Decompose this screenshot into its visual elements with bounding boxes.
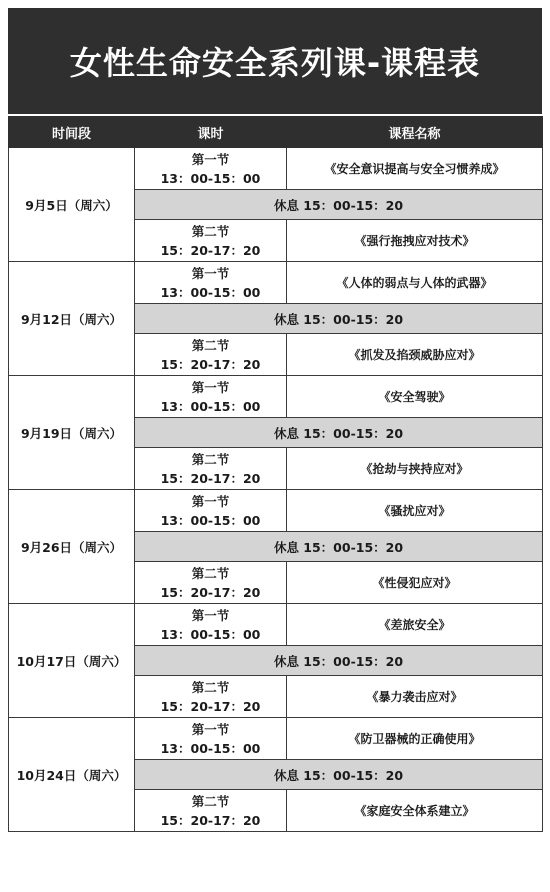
session-name: 第一节	[191, 721, 230, 737]
session-time: 13：00-15：00	[160, 740, 261, 756]
session-cell	[135, 220, 287, 262]
session-name: 第一节	[191, 493, 230, 509]
session-cell	[135, 790, 287, 832]
date-cell: 9月19日（周六）	[9, 376, 135, 490]
date-cell: 10月17日（周六）	[9, 604, 135, 718]
session-cell	[135, 562, 287, 604]
date-cell: 9月26日（周六）	[9, 490, 135, 604]
date-cell: 9月5日（周六）	[9, 148, 135, 262]
table-row	[9, 490, 543, 532]
session-name: 第二节	[191, 223, 230, 239]
session-time: 13：00-15：00	[160, 170, 261, 186]
session-name: 第二节	[191, 565, 230, 581]
table-row	[9, 148, 543, 190]
break-cell: 休息 15：00-15：20	[135, 418, 543, 448]
session-cell	[135, 676, 287, 718]
course-cell: 《差旅安全》	[287, 604, 543, 646]
date-cell: 10月24日（周六）	[9, 718, 135, 832]
course-cell: 《防卫器械的正确使用》	[287, 718, 543, 760]
table-row	[9, 604, 543, 646]
session-name: 第二节	[191, 451, 230, 467]
course-schedule-table	[8, 116, 543, 832]
course-cell: 《骚扰应对》	[287, 490, 543, 532]
course-cell: 《人体的弱点与人体的武器》	[287, 262, 543, 304]
table-row	[9, 262, 543, 304]
session-name: 第一节	[191, 265, 230, 281]
session-time: 13：00-15：00	[160, 284, 261, 300]
session-cell	[135, 718, 287, 760]
session-name: 第一节	[191, 379, 230, 395]
session-time: 15：20-17：20	[160, 242, 261, 258]
course-cell: 《抢劫与挟持应对》	[287, 448, 543, 490]
session-name: 第一节	[191, 607, 230, 623]
session-cell	[135, 376, 287, 418]
session-time: 13：00-15：00	[160, 512, 261, 528]
session-time: 13：00-15：00	[160, 398, 261, 414]
course-cell: 《暴力袭击应对》	[287, 676, 543, 718]
page-title: 女性生命安全系列课-课程表	[8, 8, 542, 114]
session-time: 15：20-17：20	[160, 584, 261, 600]
session-name: 第二节	[191, 679, 230, 695]
session-time: 15：20-17：20	[160, 470, 261, 486]
course-cell: 《性侵犯应对》	[287, 562, 543, 604]
course-cell: 《安全意识提高与安全习惯养成》	[287, 148, 543, 190]
table-row	[9, 718, 543, 760]
session-cell	[135, 334, 287, 376]
session-time: 15：20-17：20	[160, 698, 261, 714]
table-row	[9, 376, 543, 418]
course-cell: 《安全驾驶》	[287, 376, 543, 418]
header-course: 课程名称	[287, 117, 543, 148]
session-cell	[135, 448, 287, 490]
date-cell: 9月12日（周六）	[9, 262, 135, 376]
break-cell: 休息 15：00-15：20	[135, 304, 543, 334]
schedule-page	[8, 8, 542, 832]
session-time: 15：20-17：20	[160, 812, 261, 828]
break-cell: 休息 15：00-15：20	[135, 190, 543, 220]
session-cell	[135, 490, 287, 532]
session-cell	[135, 604, 287, 646]
break-cell: 休息 15：00-15：20	[135, 760, 543, 790]
table-header-row	[9, 117, 543, 148]
session-name: 第二节	[191, 793, 230, 809]
course-cell: 《家庭安全体系建立》	[287, 790, 543, 832]
header-period: 时间段	[9, 117, 135, 148]
break-cell: 休息 15：00-15：20	[135, 646, 543, 676]
session-time: 13：00-15：00	[160, 626, 261, 642]
break-cell: 休息 15：00-15：20	[135, 532, 543, 562]
session-cell	[135, 262, 287, 304]
session-time: 15：20-17：20	[160, 356, 261, 372]
header-session: 课时	[135, 117, 287, 148]
course-cell: 《强行拖拽应对技术》	[287, 220, 543, 262]
course-cell: 《抓发及掐颈威胁应对》	[287, 334, 543, 376]
session-name: 第一节	[191, 151, 230, 167]
session-cell	[135, 148, 287, 190]
session-name: 第二节	[191, 337, 230, 353]
